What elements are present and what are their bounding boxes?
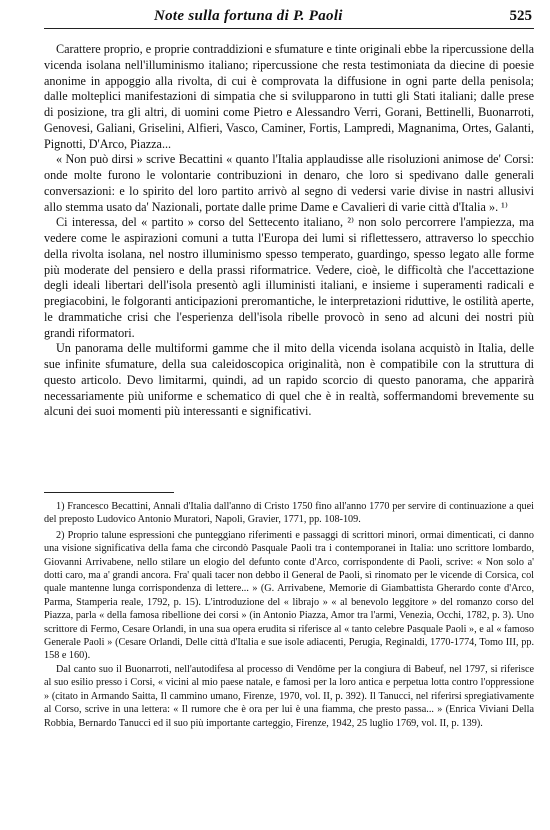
body-paragraph-4: Un panorama delle multiformi gamme che il mito della vicenda isolana acquistò in Italia, delle sue infinite sfumature, della sua caleidoscopica originalità, non è compatibile con la struttura di questo articolo. Devo limitarmi, quindi, ad un rapido scorcio di questo panorama, che apparirà necessariamente più uniforme e schematico di quel che è in realtà, soffermandomi brevemente su alcuni dei suoi momenti più interessanti e significativi. [44, 341, 534, 419]
running-header [44, 6, 534, 29]
body-paragraph-1: Carattere proprio, e proprie contraddizioni e sfumature e tinte originali ebbe la ripercussione della vicenda isolana nell'illuminismo italiano; ripercussione che resta testimoniata da diecine di poesie anonime in appoggio alla rivolta, di cui è comprovata la diffusione in ogni parte della penisola; dalle molteplici manifestazioni di simpatia che si svilupparono in tutti gli Stati italiani; dalle prese di posizione, tra gli altri, di uomini come Pietro e Alessandro Verri, Gorani, Bettinelli, Buonarroti, Genovesi, Galiani, Griselini, Alfieri, Vasco, Caminer, Fortis, Lampredi, Magnanima, Ortes, Galanti, Pignotti, D'Arco, Piazza... [44, 42, 534, 151]
body-paragraph-2: « Non può dirsi » scrive Becattini « quanto l'Italia applaudisse alle risoluzioni animose de' Corsi: onde molte furono le volontarie contribuzioni in denaro, che loro si spedivano dalle generali conversazioni: e lo spirito del loro partito arrivò al segno di vedersi varie divise in nastri allusivi allo stemma usato da' Nazionali, portate dalle prime Dame e Cavalieri di varie città d'Italia ». ¹⁾ [44, 152, 534, 214]
page-number: 525 [509, 8, 532, 24]
running-title: Note sulla fortuna di P. Paoli [154, 8, 343, 24]
footnote-2: 2) Proprio talune espressioni che punteggiano riferimenti e passaggi di scrittori minori, ormai dimenticati, ci danno una visione significativa della fama che circondò Pasquale Paoli tra i contemporanei in Italia: uno scrittore lombardo, Giovanni Arrivabene, nello stilare un elogio del defunto conte d'Arco, corrispondente di Paoli, scrive: « Non solo a' dotti caro, ma a' grandi ancora. Fra' quali tacer non debbo il General de Paoli, sì rinomato per le vicende di Corsica, col quale mantenne lunga corrispondenza di lettere... » (G. Arrivabene, Memorie di Giambattista Gherardo conte d'Arco, Parma, Stamperia reale, 1792, p. 15). L'introduzione del « librajo » « al benevolo leggitore » del romanzo corso del Piazza, parla « della famosa ribellione dei corsi » (in Antonio Piazza, Amor tra l'armi, Venezia, Occhi, 1782, p. 3). Uno scrittore di Fermo, Cesare Orlandi, in una sua opera erudita si riferisce al « tanto celebre Pasquale Paoli », e al « famoso Generale Paoli » (Cesare Orlandi, Delle città d'Italia e sue isole adiacenti, Perugia, Reginaldi, 1770-1774, Tomo III, pp. 158 e 160). [44, 529, 534, 662]
body-text [44, 42, 534, 420]
footnotes [44, 500, 534, 730]
footnote-1: 1) Francesco Becattini, Annali d'Italia dall'anno di Cristo 1750 fino all'anno 1770 per servire di continuazione a quei del preposto Ludovico Antonio Muratori, Napoli, Gravier, 1771, pp. 108-109. [44, 501, 534, 526]
body-paragraph-3: Ci interessa, del « partito » corso del Settecento italiano, ²⁾ non solo percorrere l'ampiezza, ma vedere come le aspirazioni comuni a tutta l'Europa dei lumi si riflettessero, attraverso lo specchio della rivolta isolana, nel nostro illuminismo spesso temperato, guardingo, spesso legato alle forme più moderate del pensiero e della prassi riformatrice. Vedere, cioè, le difficoltà che l'accettazione degli ideali libertari dell'isola presentò agli illuministi italiani, e insieme i superamenti radicali e pregiacobini, le folgoranti anticipazioni preromantiche, le interpretazioni riduttive, le ostilità aperte, le drammatiche crisi che l'esperienza dell'isola ribelle provocò in seno ad alcuni dei nostri più grandi riformatori. [44, 215, 534, 340]
footnote-2-continued: Dal canto suo il Buonarroti, nell'autodifesa al processo di Vendôme per la congiura di Babeuf, nel 1797, si riferisce al suo esilio presso i Corsi, « vicini al mio paese natale, e famosi per la loro antica e perpetua lotta contro l'oppressione » (citato in Armando Saitta, Il cammino umano, Firenze, 1970, vol. II, p. 392). Il Tanucci, nel riferirsi spregiativamente al Corso, scrive in una lettera: « Il rumore che è ora per lui è una fiamma, che presto passa... » (Enrica Viviani Della Robbia, Bernardo Tanucci ed il suo più importante carteggio, Firenze, 1942, 25 luglio 1769, vol. II, p. 139). [44, 663, 534, 729]
footnote-separator [44, 492, 174, 493]
